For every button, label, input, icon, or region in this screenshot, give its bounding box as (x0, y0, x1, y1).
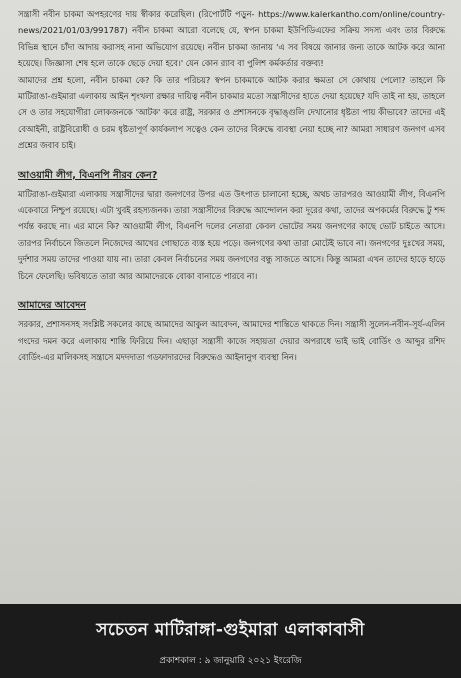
intro-paragraph-2: আমাদের প্রশ্ন হলো, নবীন চাকমা কে? কি তার পরিচয়? স্বপন চাকমাকে আটক করার ক্ষমতা সে কোথায় পেলো? তাহলে কি মাটিরাঙা-গুইমারা এলাকায় আইন শৃংখলা রক্ষার দায়িত্ব নবীন চাকমার মতো সন্ত্রাসীদের হাতে দেয়া হয়েছে? যদি তাই না হয়, তাহলে সে ও তার সহযোগীরা লোকজনকে 'আটক' করে রাষ্ট্র, সরকার ও প্রশাসনকে বৃদ্ধাঙ্গুলি দেখানোর ধৃষ্টতা পায় কীভাবে? তাদের এই বেআইনী, রাষ্ট্রবিরোধী ও চরম ধৃষ্টতাপূর্ণ কার্যকলাপ সত্বেও কেন তাদের বিরুদ্ধে ব্যবস্থা নেয়া হচ্ছে না? আমরা সাধারণ জনগণ এসব প্রশ্নের জবাব চাই। (18, 74, 445, 151)
section-heading-awami-bnp: আওয়ামী লীগ, বিএনপি নীরব কেন? (18, 169, 158, 181)
footer-title: সচেতন মাটিরাঙ্গা-গুইমারা এলাকাবাসী (96, 620, 365, 640)
section-body-appeal: সরকার, প্রশাসনসহ সংশ্লিষ্ট সকলের কাছে আমাদের আকুল আবেদন, আমাদের শান্তিতে থাকতে দিন। সন্ত্রাসী সুলেন-নবীন-সূর্য-এলিন গংদের দমন করে এলাকায় শান্তি ফিরিয়ে দিন। এছাড়া সন্ত্রাসী কাজে সহায়তা দেয়ার অপরাধে ভাই ভাই বোর্ডিং ও আব্দুর রশিদ বোর্ডিং-এর মালিকসহ সন্ত্রাসে মদদদাতা গডফাদারদের বিরুদ্ধেও আইনানুগ ব্যবস্থা নিন। (18, 319, 445, 362)
footer-banner (0, 604, 461, 678)
section-heading-appeal: আমাদের আবেদন (18, 300, 86, 312)
intro-paragraph-1: সন্ত্রাসী নবীন চাকমা অপহরণের দায় স্বীকার করেছিল। (রিপোর্টটি পড়ুন- https://www.kalerkantho.com/online/country-news/2021/01/03/991787) নবীন চাকমা আরো বলেছে যে, স্বপন চাকমা ইউপিডিএফের সক্রিয় সদস্য এবং তার বিরুদ্ধে বিভিন্ন স্থানে চাঁদা আদায় করাসহ নানা অভিযোগ রয়েছে। নবীন চাকমা জানায় 'এ সব বিষয়ে জানার জন্য তাকে আটক করে আনা হয়েছে। জিজ্ঞাসা শেষ হলে তাকে ছেড়ে দেয়া হবে।' যেন কোন র‍্যাব বা পুলিশ কর্মকর্তার বক্তব্য! (18, 9, 445, 69)
section-body-awami-bnp: মাটিরাঙা-গুইমারা এলাকায় সন্ত্রাসীদের দ্বারা জনগণের উপর এত উৎপাত চালানো হচ্ছে, অথচ তারপরও আওয়ামী লীগ, বিএনপি একেবারে নিশ্চুপ রয়েছে। এটা খুবই রহস্যজনক। তারা সন্ত্রাসীদের বিরুদ্ধে আন্দোলন করা দূরের কথা, তাদের অপকর্মের বিরুদ্ধে টু শব্দ পর্যন্ত করছে না। এর মানে কি? আওয়ামী লীগ, বিএনপি দলের নেতারা কেবল ভোটের সময় জনগণের কাছে ভোট চাইতে আসে। তারপর নির্বাচনে জিতলে নিজেদের আখের গোছাতে ব্যস্ত হয়ে পড়ে। জনগণের কথা তারা মোটেই ভাবে না। জনগণের দুঃখের সময়, দুর্দশার সময় তাদের পাওয়া যায় না। তারা কেবল নির্বাচনের সময় জনগণের বন্ধু সাজতে আসে। কিন্তু আমরা এখন তাদের হাড়ে হাড়ে চিনে ফেলেছি। ভবিষ্যতে তারা আর আমাদেরকে বোকা বানাতে পারবে না। (18, 188, 445, 281)
publication-date: প্রকাশকাল : ৯ জানুয়ারি ২০২১ ইংরেজি (159, 656, 302, 666)
